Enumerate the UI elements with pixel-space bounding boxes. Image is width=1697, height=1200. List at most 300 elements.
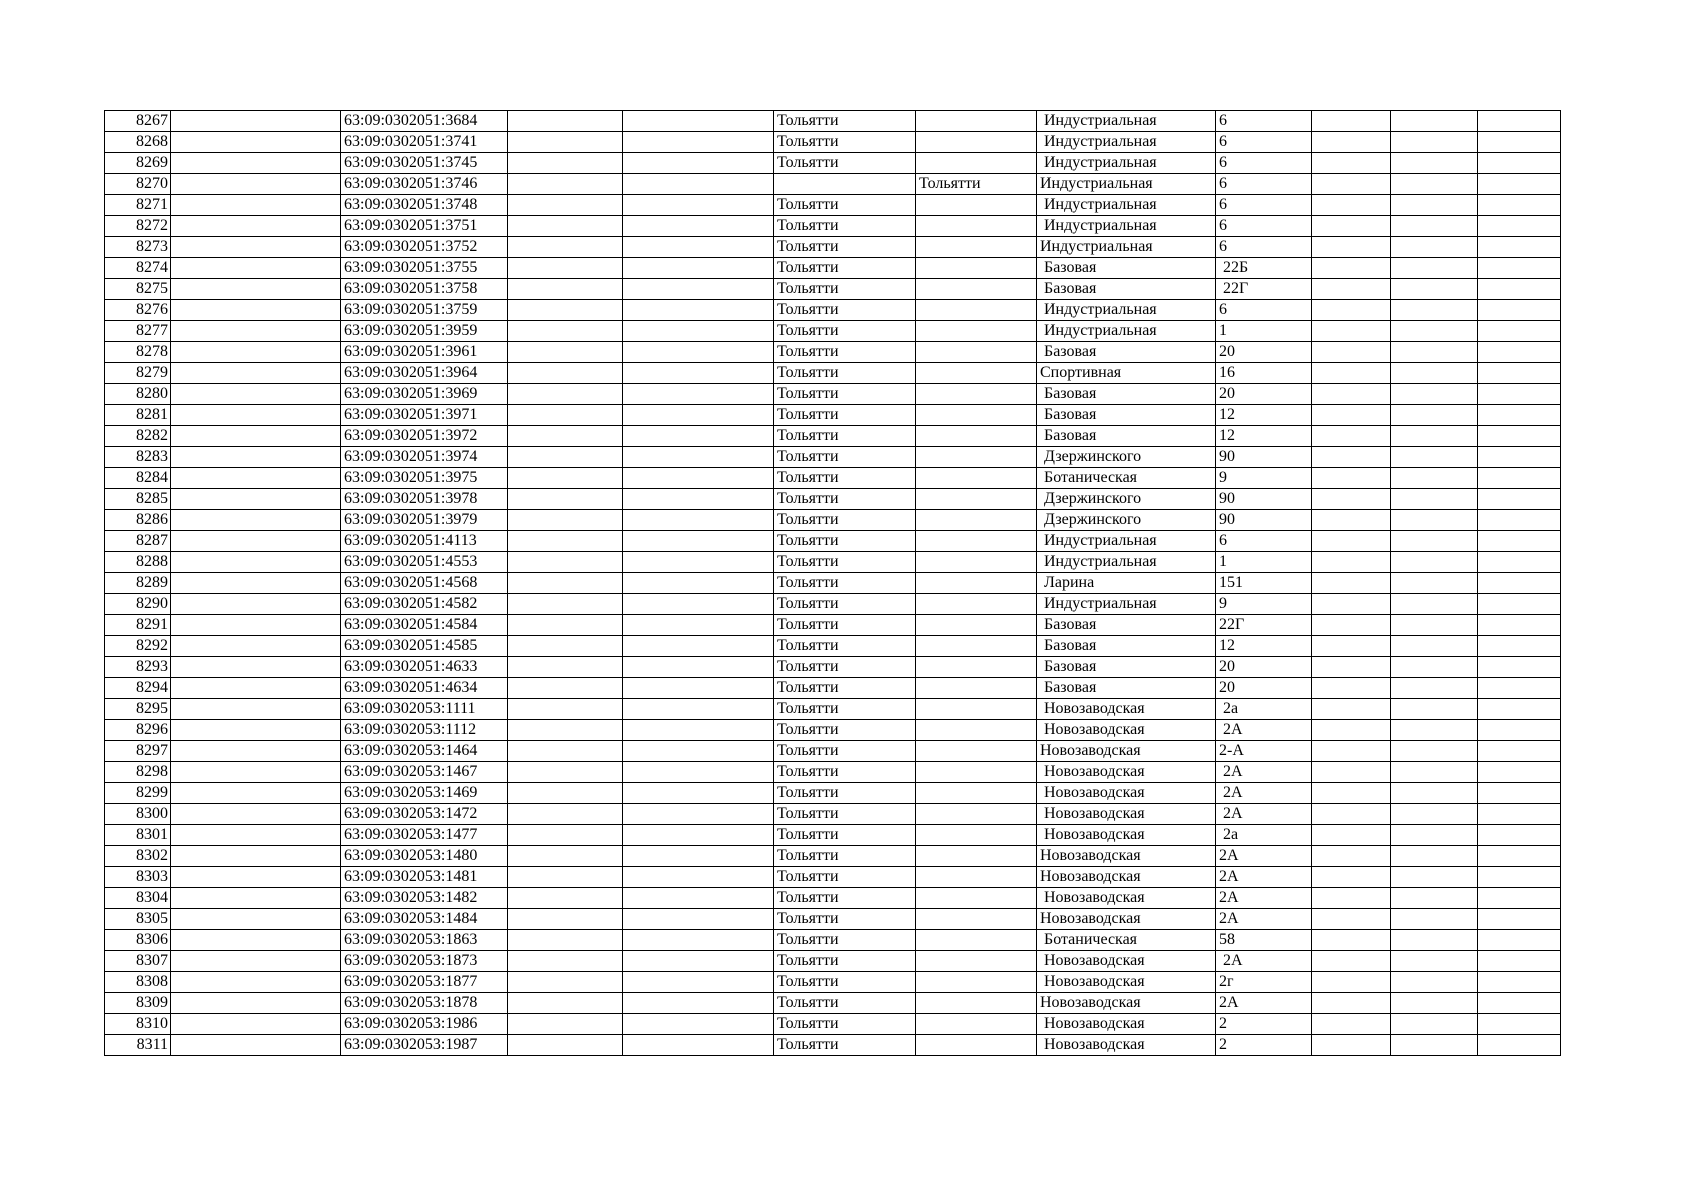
table-row: [105, 237, 1561, 258]
row-number-cell: 8303: [105, 867, 171, 888]
row-number-cell: 8271: [105, 195, 171, 216]
city-cell: Тольятти: [774, 594, 916, 615]
empty-cell-e: [623, 258, 774, 279]
street-cell: Новозаводская: [1037, 846, 1216, 867]
empty-cell-k: [1391, 237, 1478, 258]
empty-cell-j: [1312, 384, 1391, 405]
house-number-cell: 20: [1216, 384, 1312, 405]
empty-cell-e: [623, 804, 774, 825]
empty-cell-b: [171, 867, 341, 888]
city-cell: Тольятти: [774, 762, 916, 783]
city-cell: Тольятти: [774, 678, 916, 699]
empty-cell-j: [1312, 762, 1391, 783]
empty-cell-l: [1478, 909, 1561, 930]
table-row: [105, 426, 1561, 447]
street-cell: Новозаводская: [1037, 825, 1216, 846]
city-cell: Тольятти: [774, 825, 916, 846]
empty-cell-l: [1478, 699, 1561, 720]
locality-cell: [916, 951, 1037, 972]
city-cell: Тольятти: [774, 363, 916, 384]
locality-cell: [916, 216, 1037, 237]
empty-cell-k: [1391, 888, 1478, 909]
empty-cell-j: [1312, 132, 1391, 153]
empty-cell-l: [1478, 1035, 1561, 1056]
house-number-cell: 2-А: [1216, 741, 1312, 762]
empty-cell-j: [1312, 216, 1391, 237]
empty-cell-b: [171, 1035, 341, 1056]
empty-cell-k: [1391, 846, 1478, 867]
empty-cell-k: [1391, 300, 1478, 321]
house-number-cell: 6: [1216, 216, 1312, 237]
city-cell: Тольятти: [774, 993, 916, 1014]
locality-cell: [916, 321, 1037, 342]
city-cell: Тольятти: [774, 216, 916, 237]
city-cell: Тольятти: [774, 279, 916, 300]
empty-cell-k: [1391, 174, 1478, 195]
table-row: [105, 405, 1561, 426]
city-cell: Тольятти: [774, 321, 916, 342]
table-row: [105, 699, 1561, 720]
empty-cell-l: [1478, 531, 1561, 552]
empty-cell-l: [1478, 174, 1561, 195]
cadastral-number-cell: 63:09:0302051:3972: [341, 426, 508, 447]
empty-cell-e: [623, 153, 774, 174]
empty-cell-k: [1391, 552, 1478, 573]
row-number-cell: 8301: [105, 825, 171, 846]
street-cell: Базовая: [1037, 636, 1216, 657]
row-number-cell: 8305: [105, 909, 171, 930]
cadastral-number-cell: 63:09:0302051:3748: [341, 195, 508, 216]
empty-cell-d: [508, 153, 623, 174]
row-number-cell: 8300: [105, 804, 171, 825]
city-cell: Тольятти: [774, 1014, 916, 1035]
table-row: [105, 909, 1561, 930]
table-row: [105, 867, 1561, 888]
table-row: [105, 279, 1561, 300]
empty-cell-j: [1312, 195, 1391, 216]
empty-cell-l: [1478, 489, 1561, 510]
empty-cell-k: [1391, 153, 1478, 174]
street-cell: Индустриальная: [1037, 552, 1216, 573]
street-cell: Индустриальная: [1037, 237, 1216, 258]
street-cell: Ларина: [1037, 573, 1216, 594]
row-number-cell: 8307: [105, 951, 171, 972]
cadastral-number-cell: 63:09:0302053:1873: [341, 951, 508, 972]
empty-cell-b: [171, 825, 341, 846]
row-number-cell: 8270: [105, 174, 171, 195]
empty-cell-l: [1478, 804, 1561, 825]
row-number-cell: 8285: [105, 489, 171, 510]
table-row: [105, 594, 1561, 615]
city-cell: Тольятти: [774, 930, 916, 951]
table-row: [105, 384, 1561, 405]
locality-cell: [916, 804, 1037, 825]
empty-cell-e: [623, 930, 774, 951]
locality-cell: [916, 447, 1037, 468]
empty-cell-j: [1312, 363, 1391, 384]
city-cell: Тольятти: [774, 447, 916, 468]
city-cell: Тольятти: [774, 489, 916, 510]
street-cell: Базовая: [1037, 384, 1216, 405]
empty-cell-l: [1478, 615, 1561, 636]
locality-cell: [916, 405, 1037, 426]
empty-cell-j: [1312, 405, 1391, 426]
empty-cell-b: [171, 741, 341, 762]
empty-cell-b: [171, 384, 341, 405]
empty-cell-d: [508, 720, 623, 741]
empty-cell-d: [508, 258, 623, 279]
cadastral-number-cell: 63:09:0302051:3745: [341, 153, 508, 174]
empty-cell-l: [1478, 111, 1561, 132]
locality-cell: [916, 300, 1037, 321]
row-number-cell: 8275: [105, 279, 171, 300]
street-cell: Новозаводская: [1037, 1035, 1216, 1056]
empty-cell-d: [508, 699, 623, 720]
row-number-cell: 8268: [105, 132, 171, 153]
empty-cell-j: [1312, 552, 1391, 573]
empty-cell-b: [171, 909, 341, 930]
street-cell: Спортивная: [1037, 363, 1216, 384]
empty-cell-b: [171, 195, 341, 216]
empty-cell-e: [623, 867, 774, 888]
empty-cell-d: [508, 930, 623, 951]
empty-cell-j: [1312, 846, 1391, 867]
empty-cell-b: [171, 489, 341, 510]
street-cell: Индустриальная: [1037, 594, 1216, 615]
empty-cell-k: [1391, 909, 1478, 930]
empty-cell-d: [508, 804, 623, 825]
house-number-cell: 2А: [1216, 720, 1312, 741]
locality-cell: [916, 237, 1037, 258]
empty-cell-j: [1312, 825, 1391, 846]
street-cell: Новозаводская: [1037, 888, 1216, 909]
locality-cell: [916, 489, 1037, 510]
table-row: [105, 195, 1561, 216]
empty-cell-d: [508, 552, 623, 573]
empty-cell-j: [1312, 300, 1391, 321]
table-row: [105, 468, 1561, 489]
empty-cell-d: [508, 195, 623, 216]
city-cell: Тольятти: [774, 195, 916, 216]
locality-cell: [916, 594, 1037, 615]
empty-cell-e: [623, 468, 774, 489]
city-cell: Тольятти: [774, 867, 916, 888]
empty-cell-j: [1312, 615, 1391, 636]
cadastral-number-cell: 63:09:0302053:1464: [341, 741, 508, 762]
house-number-cell: 6: [1216, 300, 1312, 321]
row-number-cell: 8310: [105, 1014, 171, 1035]
locality-cell: [916, 195, 1037, 216]
house-number-cell: 2А: [1216, 867, 1312, 888]
table-row: [105, 363, 1561, 384]
empty-cell-l: [1478, 573, 1561, 594]
empty-cell-k: [1391, 720, 1478, 741]
street-cell: Индустриальная: [1037, 153, 1216, 174]
city-cell: Тольятти: [774, 258, 916, 279]
cadastral-number-cell: 63:09:0302051:4585: [341, 636, 508, 657]
empty-cell-d: [508, 405, 623, 426]
row-number-cell: 8288: [105, 552, 171, 573]
cadastral-number-cell: 63:09:0302053:1986: [341, 1014, 508, 1035]
empty-cell-b: [171, 363, 341, 384]
row-number-cell: 8277: [105, 321, 171, 342]
street-cell: Новозаводская: [1037, 972, 1216, 993]
house-number-cell: 16: [1216, 363, 1312, 384]
locality-cell: [916, 972, 1037, 993]
house-number-cell: 2А: [1216, 783, 1312, 804]
locality-cell: [916, 783, 1037, 804]
cadastral-number-cell: 63:09:0302053:1467: [341, 762, 508, 783]
table-body: [105, 111, 1561, 1056]
house-number-cell: 6: [1216, 111, 1312, 132]
locality-cell: [916, 846, 1037, 867]
empty-cell-l: [1478, 510, 1561, 531]
empty-cell-d: [508, 783, 623, 804]
table-row: [105, 447, 1561, 468]
empty-cell-b: [171, 573, 341, 594]
house-number-cell: 6: [1216, 195, 1312, 216]
empty-cell-d: [508, 846, 623, 867]
empty-cell-k: [1391, 783, 1478, 804]
row-number-cell: 8293: [105, 657, 171, 678]
empty-cell-k: [1391, 111, 1478, 132]
city-cell: Тольятти: [774, 615, 916, 636]
empty-cell-k: [1391, 405, 1478, 426]
row-number-cell: 8281: [105, 405, 171, 426]
cadastral-number-cell: 63:09:0302051:3746: [341, 174, 508, 195]
city-cell: Тольятти: [774, 111, 916, 132]
empty-cell-l: [1478, 552, 1561, 573]
empty-cell-d: [508, 531, 623, 552]
empty-cell-l: [1478, 867, 1561, 888]
empty-cell-d: [508, 594, 623, 615]
row-number-cell: 8289: [105, 573, 171, 594]
cadastral-number-cell: 63:09:0302053:1469: [341, 783, 508, 804]
empty-cell-d: [508, 237, 623, 258]
empty-cell-l: [1478, 300, 1561, 321]
empty-cell-e: [623, 636, 774, 657]
locality-cell: [916, 1014, 1037, 1035]
empty-cell-e: [623, 657, 774, 678]
cadastral-number-cell: 63:09:0302051:3978: [341, 489, 508, 510]
table-row: [105, 930, 1561, 951]
empty-cell-e: [623, 321, 774, 342]
street-cell: Базовая: [1037, 279, 1216, 300]
empty-cell-l: [1478, 993, 1561, 1014]
city-cell: Тольятти: [774, 699, 916, 720]
street-cell: Индустриальная: [1037, 195, 1216, 216]
empty-cell-b: [171, 447, 341, 468]
empty-cell-b: [171, 1014, 341, 1035]
empty-cell-d: [508, 384, 623, 405]
house-number-cell: 12: [1216, 405, 1312, 426]
empty-cell-e: [623, 699, 774, 720]
empty-cell-e: [623, 993, 774, 1014]
row-number-cell: 8272: [105, 216, 171, 237]
empty-cell-l: [1478, 1014, 1561, 1035]
empty-cell-k: [1391, 258, 1478, 279]
empty-cell-j: [1312, 720, 1391, 741]
table-row: [105, 300, 1561, 321]
row-number-cell: 8311: [105, 1035, 171, 1056]
empty-cell-k: [1391, 636, 1478, 657]
street-cell: Базовая: [1037, 342, 1216, 363]
house-number-cell: 2А: [1216, 951, 1312, 972]
empty-cell-j: [1312, 510, 1391, 531]
empty-cell-k: [1391, 699, 1478, 720]
locality-cell: [916, 888, 1037, 909]
empty-cell-e: [623, 531, 774, 552]
empty-cell-d: [508, 426, 623, 447]
street-cell: Новозаводская: [1037, 720, 1216, 741]
empty-cell-d: [508, 1035, 623, 1056]
empty-cell-b: [171, 468, 341, 489]
table-row: [105, 615, 1561, 636]
city-cell: Тольятти: [774, 552, 916, 573]
empty-cell-e: [623, 447, 774, 468]
street-cell: Новозаводская: [1037, 867, 1216, 888]
street-cell: Новозаводская: [1037, 741, 1216, 762]
empty-cell-k: [1391, 657, 1478, 678]
locality-cell: [916, 468, 1037, 489]
table-row: [105, 678, 1561, 699]
empty-cell-l: [1478, 363, 1561, 384]
cadastral-number-cell: 63:09:0302053:1472: [341, 804, 508, 825]
empty-cell-d: [508, 447, 623, 468]
city-cell: Тольятти: [774, 888, 916, 909]
row-number-cell: 8306: [105, 930, 171, 951]
empty-cell-l: [1478, 132, 1561, 153]
house-number-cell: 2А: [1216, 846, 1312, 867]
empty-cell-j: [1312, 699, 1391, 720]
empty-cell-j: [1312, 531, 1391, 552]
city-cell: Тольятти: [774, 972, 916, 993]
street-cell: Индустриальная: [1037, 174, 1216, 195]
cadastral-number-cell: 63:09:0302053:1482: [341, 888, 508, 909]
empty-cell-e: [623, 237, 774, 258]
empty-cell-e: [623, 1035, 774, 1056]
house-number-cell: 6: [1216, 174, 1312, 195]
empty-cell-d: [508, 279, 623, 300]
empty-cell-k: [1391, 489, 1478, 510]
street-cell: Базовая: [1037, 615, 1216, 636]
empty-cell-k: [1391, 342, 1478, 363]
empty-cell-b: [171, 216, 341, 237]
empty-cell-e: [623, 405, 774, 426]
table-row: [105, 741, 1561, 762]
empty-cell-d: [508, 363, 623, 384]
table-row: [105, 510, 1561, 531]
row-number-cell: 8290: [105, 594, 171, 615]
house-number-cell: 2А: [1216, 909, 1312, 930]
table-row: [105, 720, 1561, 741]
locality-cell: [916, 384, 1037, 405]
house-number-cell: 6: [1216, 153, 1312, 174]
row-number-cell: 8302: [105, 846, 171, 867]
empty-cell-d: [508, 657, 623, 678]
cadastral-number-cell: 63:09:0302051:3971: [341, 405, 508, 426]
house-number-cell: 20: [1216, 678, 1312, 699]
locality-cell: [916, 531, 1037, 552]
empty-cell-l: [1478, 321, 1561, 342]
empty-cell-j: [1312, 594, 1391, 615]
street-cell: Дзержинского: [1037, 489, 1216, 510]
empty-cell-j: [1312, 741, 1391, 762]
cadastral-number-cell: 63:09:0302053:1863: [341, 930, 508, 951]
empty-cell-b: [171, 951, 341, 972]
house-number-cell: 2А: [1216, 804, 1312, 825]
row-number-cell: 8278: [105, 342, 171, 363]
empty-cell-b: [171, 762, 341, 783]
empty-cell-b: [171, 426, 341, 447]
empty-cell-b: [171, 972, 341, 993]
row-number-cell: 8279: [105, 363, 171, 384]
empty-cell-b: [171, 510, 341, 531]
empty-cell-k: [1391, 510, 1478, 531]
house-number-cell: 22Б: [1216, 258, 1312, 279]
empty-cell-l: [1478, 783, 1561, 804]
table-row: [105, 552, 1561, 573]
empty-cell-b: [171, 258, 341, 279]
empty-cell-k: [1391, 867, 1478, 888]
cadastral-number-cell: 63:09:0302053:1877: [341, 972, 508, 993]
city-cell: Тольятти: [774, 384, 916, 405]
empty-cell-k: [1391, 1035, 1478, 1056]
empty-cell-l: [1478, 972, 1561, 993]
house-number-cell: 20: [1216, 657, 1312, 678]
city-cell: Тольятти: [774, 426, 916, 447]
empty-cell-b: [171, 132, 341, 153]
street-cell: Ботаническая: [1037, 930, 1216, 951]
empty-cell-j: [1312, 279, 1391, 300]
house-number-cell: 2А: [1216, 888, 1312, 909]
cadastral-number-cell: 63:09:0302053:1987: [341, 1035, 508, 1056]
cadastral-number-cell: 63:09:0302053:1112: [341, 720, 508, 741]
empty-cell-j: [1312, 930, 1391, 951]
empty-cell-d: [508, 510, 623, 531]
locality-cell: [916, 132, 1037, 153]
empty-cell-j: [1312, 426, 1391, 447]
table-row: [105, 888, 1561, 909]
cadastral-number-cell: 63:09:0302051:3759: [341, 300, 508, 321]
street-cell: Индустриальная: [1037, 300, 1216, 321]
house-number-cell: 6: [1216, 132, 1312, 153]
row-number-cell: 8273: [105, 237, 171, 258]
cadastral-number-cell: 63:09:0302051:4584: [341, 615, 508, 636]
locality-cell: [916, 909, 1037, 930]
empty-cell-j: [1312, 972, 1391, 993]
locality-cell: [916, 153, 1037, 174]
empty-cell-k: [1391, 384, 1478, 405]
house-number-cell: 1: [1216, 321, 1312, 342]
empty-cell-l: [1478, 678, 1561, 699]
empty-cell-k: [1391, 741, 1478, 762]
cadastral-number-cell: 63:09:0302053:1484: [341, 909, 508, 930]
cadastral-number-cell: 63:09:0302053:1480: [341, 846, 508, 867]
empty-cell-k: [1391, 195, 1478, 216]
empty-cell-k: [1391, 573, 1478, 594]
locality-cell: [916, 426, 1037, 447]
empty-cell-e: [623, 615, 774, 636]
street-cell: Базовая: [1037, 258, 1216, 279]
empty-cell-l: [1478, 447, 1561, 468]
empty-cell-l: [1478, 279, 1561, 300]
house-number-cell: 22Г: [1216, 279, 1312, 300]
cadastral-number-cell: 63:09:0302051:4568: [341, 573, 508, 594]
locality-cell: [916, 678, 1037, 699]
empty-cell-d: [508, 972, 623, 993]
house-number-cell: 2а: [1216, 699, 1312, 720]
